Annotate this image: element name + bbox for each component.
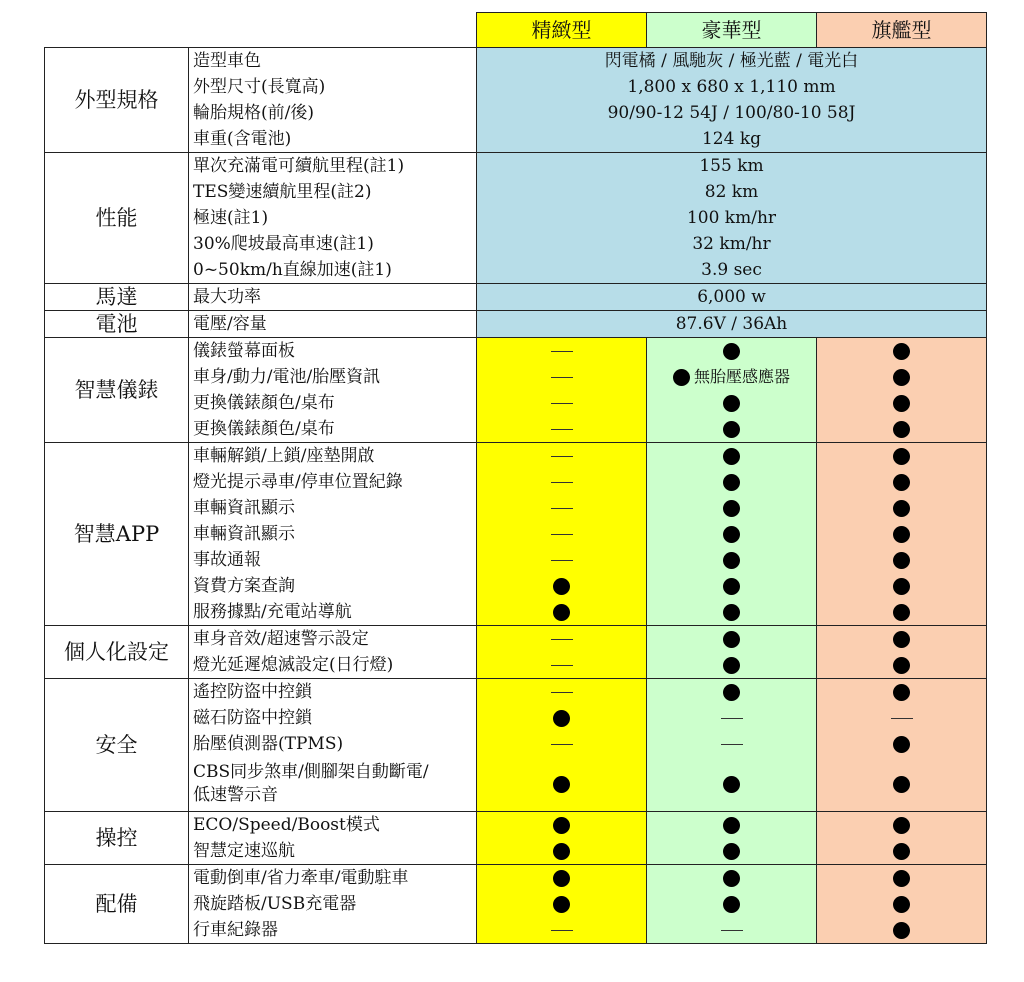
not-included-dash-icon <box>551 429 573 430</box>
included-dot-icon <box>893 526 910 543</box>
availability-cell <box>817 599 987 626</box>
availability-cell <box>647 390 817 416</box>
not-included-dash-icon <box>551 534 573 535</box>
spec-value: 6,000 w <box>477 284 987 311</box>
table-row <box>45 153 987 180</box>
availability-cell <box>647 891 817 917</box>
not-included-dash-icon <box>551 456 573 457</box>
feature-label <box>189 338 477 365</box>
spec-value: 1,800 x 680 x 1,110 mm <box>477 74 987 100</box>
feature-label-text: 0~50km/h直線加速(註1) <box>193 260 392 280</box>
included-dot-icon <box>893 552 910 569</box>
included-dot-icon <box>723 843 740 860</box>
feature-label <box>189 364 477 390</box>
feature-label <box>189 679 477 706</box>
not-included-dash-icon <box>551 930 573 931</box>
feature-label-text: 更換儀錶顏色/桌布 <box>193 419 335 439</box>
feature-label <box>189 231 477 257</box>
included-dot-icon <box>723 657 740 674</box>
not-included-dash-icon <box>551 403 573 404</box>
not-included-dash-icon <box>721 930 743 931</box>
feature-label-text: 燈光提示尋車/停車位置紀錄 <box>193 472 403 492</box>
feature-label-text: 服務據點/充電站導航 <box>193 602 352 622</box>
included-dot-icon <box>893 369 910 386</box>
included-dot-icon <box>723 421 740 438</box>
availability-cell <box>477 390 647 416</box>
availability-cell <box>477 865 647 892</box>
included-dot-icon <box>723 395 740 412</box>
feature-label <box>189 284 477 311</box>
availability-cell <box>477 495 647 521</box>
included-dot-icon <box>723 870 740 887</box>
feature-label <box>189 443 477 470</box>
feature-label-text: 車身音效/超速警示設定 <box>193 629 369 649</box>
availability-cell <box>817 521 987 547</box>
availability-cell <box>647 838 817 865</box>
not-included-dash-icon <box>891 718 913 719</box>
availability-cell <box>477 917 647 944</box>
availability-cell <box>817 757 987 812</box>
availability-cell <box>647 705 817 731</box>
included-dot-icon <box>893 631 910 648</box>
feature-label-text: 電動倒車/省力牽車/電動駐車 <box>193 868 409 888</box>
availability-cell <box>817 364 987 390</box>
category-label: 操控 <box>45 812 189 865</box>
included-dot-icon <box>893 395 910 412</box>
availability-cell <box>817 865 987 892</box>
availability-cell <box>647 626 817 653</box>
included-dot-icon <box>893 657 910 674</box>
feature-label <box>189 705 477 731</box>
feature-label-text-line2: 低速警示音 <box>193 785 278 805</box>
feature-label-text: 車輛資訊顯示 <box>193 498 295 518</box>
table-row <box>45 284 987 311</box>
feature-label <box>189 626 477 653</box>
included-dot-icon <box>893 448 910 465</box>
included-dot-icon <box>723 604 740 621</box>
not-included-dash-icon <box>551 377 573 378</box>
availability-cell <box>477 469 647 495</box>
availability-cell <box>477 573 647 599</box>
availability-cell <box>817 679 987 706</box>
availability-cell <box>647 757 817 812</box>
feature-label-text: 極速(註1) <box>193 208 269 228</box>
table-row <box>45 812 987 839</box>
feature-label <box>189 812 477 839</box>
feature-label <box>189 521 477 547</box>
feature-label <box>189 547 477 573</box>
table-row <box>45 338 987 365</box>
feature-label <box>189 153 477 180</box>
table-row <box>45 443 987 470</box>
included-dot-icon <box>893 421 910 438</box>
availability-cell <box>817 573 987 599</box>
not-included-dash-icon <box>721 718 743 719</box>
availability-cell <box>647 443 817 470</box>
included-dot-icon <box>553 710 570 727</box>
category-label: 配備 <box>45 865 189 944</box>
feature-label-text: 電壓/容量 <box>193 314 267 334</box>
feature-label-text: 燈光延遲熄滅設定(日行燈) <box>193 655 394 675</box>
included-dot-icon <box>723 684 740 701</box>
feature-label <box>189 179 477 205</box>
included-dot-icon <box>893 604 910 621</box>
availability-cell <box>647 495 817 521</box>
spec-value: 87.6V / 36Ah <box>477 311 987 338</box>
availability-cell <box>477 652 647 679</box>
availability-cell <box>647 812 817 839</box>
feature-label <box>189 311 477 338</box>
feature-label-text: 最大功率 <box>193 287 261 307</box>
included-dot-icon <box>893 684 910 701</box>
availability-cell <box>817 443 987 470</box>
included-dot-icon <box>893 736 910 753</box>
not-included-dash-icon <box>551 482 573 483</box>
availability-cell <box>817 917 987 944</box>
included-dot-icon <box>553 896 570 913</box>
feature-label-text: 資費方案查詢 <box>193 576 295 596</box>
model-header-row <box>45 13 987 48</box>
availability-cell <box>817 416 987 443</box>
feature-label <box>189 126 477 153</box>
feature-label <box>189 757 477 812</box>
availability-cell <box>817 731 987 757</box>
feature-label-text: 胎壓偵測器(TPMS) <box>193 734 344 754</box>
included-dot-icon <box>893 817 910 834</box>
availability-cell <box>647 547 817 573</box>
availability-cell <box>477 364 647 390</box>
spec-value: 3.9 sec <box>477 257 987 284</box>
included-dot-icon <box>893 896 910 913</box>
table-row <box>45 865 987 892</box>
table-row <box>45 48 987 75</box>
feature-label <box>189 495 477 521</box>
feature-label-text: 車身/動力/電池/胎壓資訊 <box>193 367 381 387</box>
table-row <box>45 311 987 338</box>
feature-label-text: 單次充滿電可續航里程(註1) <box>193 156 405 176</box>
included-dot-icon <box>553 578 570 595</box>
included-dot-icon <box>723 776 740 793</box>
included-dot-icon <box>893 922 910 939</box>
feature-label <box>189 891 477 917</box>
spec-value: 90/90-12 54J / 100/80-10 58J <box>477 100 987 126</box>
included-dot-icon <box>723 817 740 834</box>
not-included-dash-icon <box>721 744 743 745</box>
availability-cell <box>647 338 817 365</box>
included-dot-icon <box>893 474 910 491</box>
feature-label-text: 儀錶螢幕面板 <box>193 341 295 361</box>
availability-note: 無胎壓感應器 <box>693 367 790 387</box>
availability-cell <box>817 338 987 365</box>
feature-label <box>189 74 477 100</box>
feature-label <box>189 599 477 626</box>
availability-cell <box>477 599 647 626</box>
availability-cell <box>477 812 647 839</box>
model-header-basic: 精緻型 <box>477 13 647 48</box>
availability-cell <box>817 891 987 917</box>
feature-label <box>189 48 477 75</box>
availability-cell <box>477 757 647 812</box>
availability-cell <box>477 443 647 470</box>
included-dot-icon <box>893 343 910 360</box>
feature-label <box>189 731 477 757</box>
not-included-dash-icon <box>551 692 573 693</box>
feature-label-text: 事故通報 <box>193 550 261 570</box>
availability-cell <box>817 652 987 679</box>
feature-label <box>189 469 477 495</box>
availability-cell <box>817 705 987 731</box>
availability-cell <box>477 416 647 443</box>
spec-value: 82 km <box>477 179 987 205</box>
availability-cell <box>477 705 647 731</box>
feature-label <box>189 390 477 416</box>
model-header-luxury: 豪華型 <box>647 13 817 48</box>
included-dot-icon <box>893 578 910 595</box>
feature-label-text: 車重(含電池) <box>193 129 292 149</box>
feature-label-text: TES變速續航里程(註2) <box>193 182 372 202</box>
availability-cell <box>817 812 987 839</box>
included-dot-icon <box>553 776 570 793</box>
availability-cell <box>647 679 817 706</box>
availability-cell <box>477 338 647 365</box>
availability-cell <box>647 652 817 679</box>
spec-value: 閃電橘 / 風馳灰 / 極光藍 / 電光白 <box>477 48 987 75</box>
feature-label <box>189 652 477 679</box>
included-dot-icon <box>553 870 570 887</box>
availability-cell <box>477 679 647 706</box>
included-dot-icon <box>723 474 740 491</box>
availability-cell <box>647 521 817 547</box>
header-blank <box>45 13 477 48</box>
spec-value: 32 km/hr <box>477 231 987 257</box>
availability-cell <box>647 917 817 944</box>
table-row <box>45 679 987 706</box>
availability-cell <box>817 495 987 521</box>
category-label: 安全 <box>45 679 189 812</box>
feature-label-text: 更換儀錶顏色/桌布 <box>193 393 335 413</box>
feature-label-text: 造型車色 <box>193 51 261 71</box>
availability-cell <box>817 469 987 495</box>
not-included-dash-icon <box>551 639 573 640</box>
availability-cell <box>477 521 647 547</box>
feature-label-text: 30%爬坡最高車速(註1) <box>193 234 374 254</box>
included-dot-icon <box>553 843 570 860</box>
availability-cell <box>647 364 817 390</box>
availability-cell <box>477 626 647 653</box>
feature-label <box>189 917 477 944</box>
feature-label-text: 車輛解鎖/上鎖/座墊開啟 <box>193 446 375 466</box>
spec-table-body <box>45 13 987 944</box>
included-dot-icon <box>723 448 740 465</box>
availability-cell <box>817 626 987 653</box>
availability-cell <box>477 838 647 865</box>
feature-label-text: 磁石防盜中控鎖 <box>193 708 312 728</box>
spec-value: 124 kg <box>477 126 987 153</box>
included-dot-icon <box>893 843 910 860</box>
included-dot-icon <box>723 526 740 543</box>
feature-label-text: CBS同步煞車/側腳架自動斷電/ <box>193 762 429 782</box>
included-dot-icon <box>673 369 690 386</box>
not-included-dash-icon <box>551 560 573 561</box>
not-included-dash-icon <box>551 351 573 352</box>
feature-label-text: ECO/Speed/Boost模式 <box>193 815 380 835</box>
feature-label-text: 行車紀錄器 <box>193 920 278 940</box>
category-label: 性能 <box>45 153 189 284</box>
feature-label <box>189 100 477 126</box>
availability-cell <box>647 469 817 495</box>
category-label: 外型規格 <box>45 48 189 153</box>
not-included-dash-icon <box>551 665 573 666</box>
feature-label <box>189 205 477 231</box>
availability-cell <box>647 865 817 892</box>
feature-label <box>189 573 477 599</box>
included-dot-icon <box>723 552 740 569</box>
availability-cell <box>477 731 647 757</box>
included-dot-icon <box>723 343 740 360</box>
availability-cell <box>647 416 817 443</box>
category-label: 個人化設定 <box>45 626 189 679</box>
included-dot-icon <box>723 631 740 648</box>
not-included-dash-icon <box>551 744 573 745</box>
included-dot-icon <box>723 578 740 595</box>
feature-label <box>189 838 477 865</box>
feature-label-text: 智慧定速巡航 <box>193 841 295 861</box>
table-row <box>45 626 987 653</box>
availability-cell <box>477 547 647 573</box>
model-header-flagship: 旗艦型 <box>817 13 987 48</box>
included-dot-icon <box>893 776 910 793</box>
spec-comparison-table <box>44 12 987 944</box>
availability-cell <box>477 891 647 917</box>
category-label: 電池 <box>45 311 189 338</box>
availability-cell <box>817 547 987 573</box>
feature-label <box>189 865 477 892</box>
availability-cell <box>647 599 817 626</box>
feature-label-text: 飛旋踏板/USB充電器 <box>193 894 357 914</box>
feature-label <box>189 416 477 443</box>
feature-label-text: 輪胎規格(前/後) <box>193 103 314 123</box>
availability-cell <box>647 731 817 757</box>
included-dot-icon <box>553 604 570 621</box>
spec-value: 155 km <box>477 153 987 180</box>
category-label: 馬達 <box>45 284 189 311</box>
included-dot-icon <box>723 500 740 517</box>
availability-cell <box>817 838 987 865</box>
included-dot-icon <box>893 870 910 887</box>
feature-label <box>189 257 477 284</box>
availability-cell <box>817 390 987 416</box>
included-dot-icon <box>553 817 570 834</box>
spec-value: 100 km/hr <box>477 205 987 231</box>
included-dot-icon <box>893 500 910 517</box>
availability-cell <box>647 573 817 599</box>
category-label: 智慧APP <box>45 443 189 626</box>
included-dot-icon <box>723 896 740 913</box>
not-included-dash-icon <box>551 508 573 509</box>
feature-label-text: 車輛資訊顯示 <box>193 524 295 544</box>
category-label: 智慧儀錶 <box>45 338 189 443</box>
feature-label-text: 遙控防盜中控鎖 <box>193 682 312 702</box>
feature-label-text: 外型尺寸(長寬高) <box>193 77 326 97</box>
